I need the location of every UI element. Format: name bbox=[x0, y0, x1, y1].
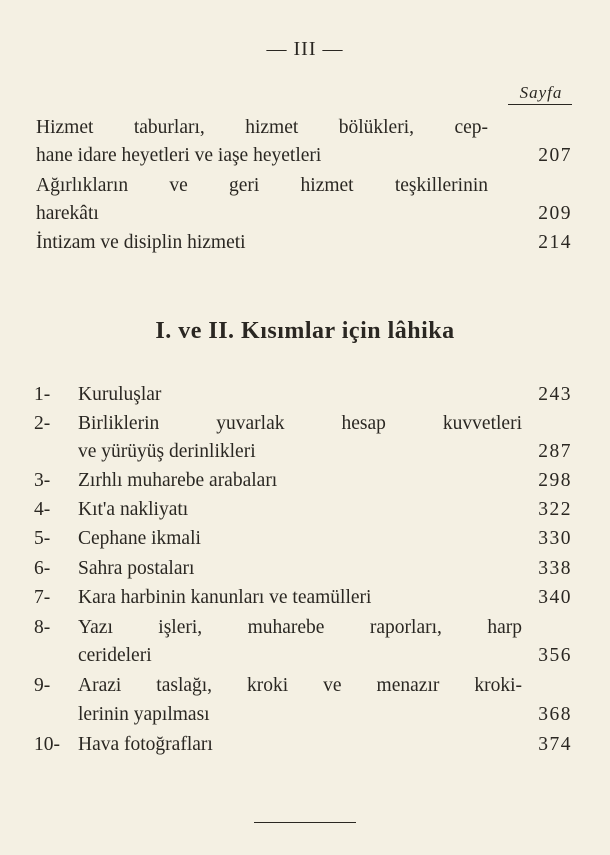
page-column-header: Sayfa bbox=[519, 83, 563, 102]
toc-entry-text: harekâtı bbox=[36, 203, 99, 224]
item-page: 356 bbox=[538, 645, 572, 666]
item-number: 4- bbox=[34, 499, 51, 520]
item-number: 6- bbox=[34, 558, 51, 579]
item-number: 3- bbox=[34, 470, 51, 491]
item-page: 368 bbox=[538, 704, 572, 725]
item-number: 2- bbox=[34, 413, 51, 434]
item-text: Hava fotoğrafları bbox=[78, 734, 213, 755]
toc-entry-page: 214 bbox=[538, 232, 572, 253]
item-number: 1- bbox=[34, 384, 51, 405]
item-text: Zırhlı muharebe arabaları bbox=[78, 470, 278, 491]
toc-entry-text: Ağırlıkların ve geri hizmet teşkillerinin bbox=[36, 175, 488, 196]
toc-entry-page: 207 bbox=[538, 145, 572, 166]
toc-entry-page: 209 bbox=[538, 203, 572, 224]
item-text: Sahra postaları bbox=[78, 558, 195, 579]
bottom-divider bbox=[254, 822, 356, 823]
item-page: 340 bbox=[538, 587, 572, 608]
toc-entry-text: İntizam ve disiplin hizmeti bbox=[36, 232, 246, 253]
item-number: 7- bbox=[34, 587, 51, 608]
item-page: 374 bbox=[538, 734, 572, 755]
item-number: 5- bbox=[34, 528, 51, 549]
item-page: 338 bbox=[538, 558, 572, 579]
item-text: Birliklerin yuvarlak hesap kuvvetleri bbox=[78, 413, 522, 434]
item-text: Kuruluşlar bbox=[78, 384, 162, 405]
item-page: 287 bbox=[538, 441, 572, 462]
section-title: I. ve II. Kısımlar için lâhika bbox=[155, 318, 455, 344]
column-header-rule bbox=[508, 104, 572, 105]
item-number: 9- bbox=[34, 675, 51, 696]
item-text: Kıt'a nakliyatı bbox=[78, 499, 189, 520]
item-text: Yazı işleri, muharebe raporları, harp bbox=[78, 617, 522, 638]
item-text: ve yürüyüş derinlikleri bbox=[78, 441, 256, 462]
toc-entry-text: hane idare heyetleri ve iaşe heyetleri bbox=[36, 145, 322, 166]
item-page: 330 bbox=[538, 528, 572, 549]
toc-entry-text: Hizmet taburları, hizmet bölükleri, cep- bbox=[36, 117, 488, 138]
item-page: 322 bbox=[538, 499, 572, 520]
page-number-header: — III — bbox=[266, 38, 344, 60]
item-text: Kara harbinin kanunları ve teamülleri bbox=[78, 587, 372, 608]
item-text: Arazi taslağı, kroki ve menazır kroki- bbox=[78, 675, 522, 696]
item-text: cerideleri bbox=[78, 645, 152, 666]
item-number: 10- bbox=[34, 734, 60, 755]
item-number: 8- bbox=[34, 617, 51, 638]
item-text: lerinin yapılması bbox=[78, 704, 210, 725]
item-page: 243 bbox=[538, 384, 572, 405]
item-page: 298 bbox=[538, 470, 572, 491]
item-text: Cephane ikmali bbox=[78, 528, 201, 549]
